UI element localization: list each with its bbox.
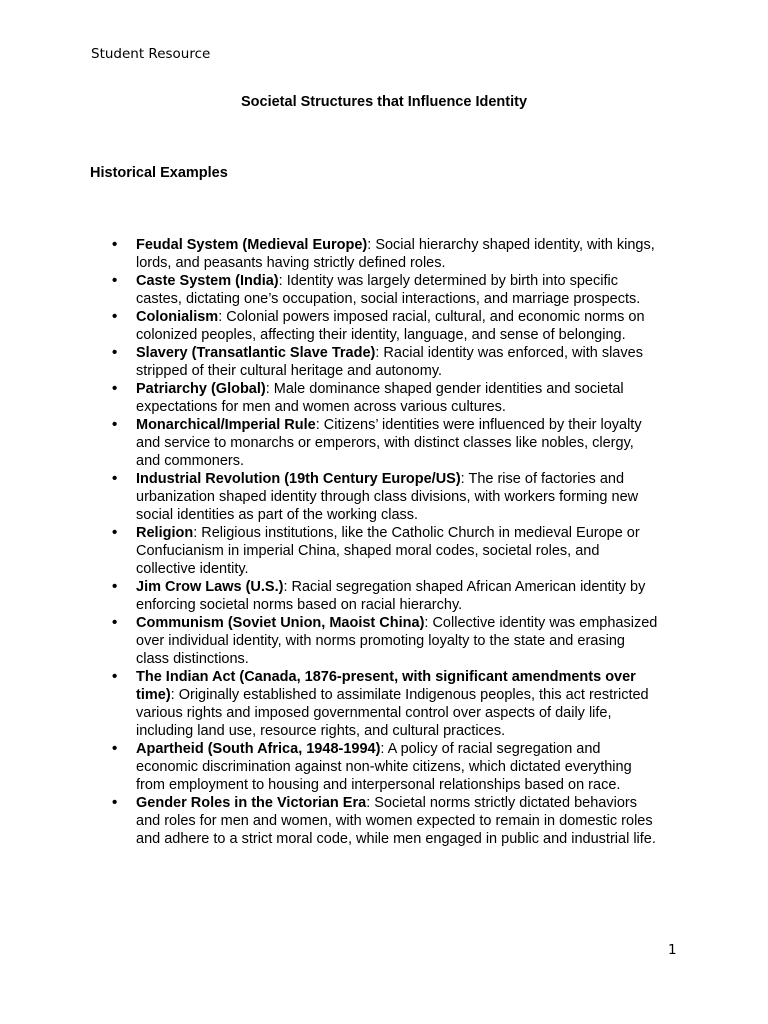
item-description: : Collective identity was emphasized — [424, 615, 658, 631]
item-description: : Societal norms strictly dictated behaviors — [366, 795, 637, 811]
bullet-icon: • — [112, 470, 118, 487]
list-item — [112, 740, 681, 794]
item-description: : Social hierarchy shaped identity, with kings, — [367, 237, 655, 253]
section-heading: Historical Examples — [90, 165, 228, 181]
document-title: Societal Structures that Influence Identity — [240, 94, 528, 110]
list-item — [112, 578, 681, 614]
item-description: collective identity. — [136, 561, 249, 577]
item-description: Confucianism in imperial China, shaped moral codes, societal roles, and — [136, 543, 600, 559]
page-number: 1 — [668, 942, 677, 958]
bullet-icon: • — [112, 578, 118, 595]
item-description: over individual identity, with norms promoting loyalty to the state and erasing — [136, 633, 625, 649]
item-term: Apartheid (South Africa, 1948-1994) — [136, 741, 381, 757]
item-term: Industrial Revolution (19th Century Europe/US) — [136, 471, 461, 487]
item-description: stripped of their cultural heritage and autonomy. — [136, 363, 443, 379]
item-term: Caste System (India) — [136, 273, 279, 289]
list-item — [112, 668, 681, 740]
item-description: : A policy of racial segregation and — [380, 741, 601, 757]
item-description: economic discrimination against non-white citizens, which dictated everything — [136, 759, 632, 775]
item-description: and service to monarchs or emperors, with distinct classes like nobles, clergy, — [136, 435, 634, 451]
list-item — [112, 380, 681, 416]
item-description: including land use, resource rights, and cultural practices. — [136, 723, 506, 739]
bullet-icon: • — [112, 524, 118, 541]
list-item — [112, 524, 681, 578]
item-description: : Originally established to assimilate Indigenous peoples, this act restricted — [170, 687, 649, 703]
list-item — [112, 236, 681, 272]
list-item — [112, 416, 681, 470]
item-description: from employment to housing and interpersonal relationships based on race. — [136, 777, 621, 793]
item-description: : Colonial powers imposed racial, cultural, and economic norms on — [218, 309, 645, 325]
item-description: expectations for men and women across various cultures. — [136, 399, 506, 415]
bullet-icon: • — [112, 416, 118, 433]
bullet-icon: • — [112, 794, 118, 811]
item-description: various rights and imposed governmental control over aspects of daily life, — [136, 705, 612, 721]
item-description: : Religious institutions, like the Catholic Church in medieval Europe or — [193, 525, 640, 541]
item-description: : The rise of factories and — [460, 471, 625, 487]
item-term: The Indian Act (Canada, 1876-present, with significant amendments over — [136, 669, 636, 685]
item-description: class distinctions. — [136, 651, 249, 667]
list-item — [112, 614, 681, 668]
item-term: Patriarchy (Global) — [136, 381, 266, 397]
bullet-icon: • — [112, 308, 118, 325]
bullet-icon: • — [112, 668, 118, 685]
list-item — [112, 470, 681, 524]
list-item — [112, 794, 681, 848]
item-description: enforcing societal norms based on racial hierarchy. — [136, 597, 463, 613]
item-description: castes, dictating one’s occupation, social interactions, and marriage prospects. — [136, 291, 641, 307]
item-description: lords, and peasants having strictly defined roles. — [136, 255, 446, 271]
list-item — [112, 344, 681, 380]
bullet-list — [0, 236, 768, 848]
item-description: : Citizens’ identities were influenced by their loyalty — [315, 417, 642, 433]
item-term: Monarchical/Imperial Rule — [136, 417, 316, 433]
item-term: Jim Crow Laws (U.S.) — [136, 579, 284, 595]
item-description: and commoners. — [136, 453, 244, 469]
item-term: Feudal System (Medieval Europe) — [136, 237, 368, 253]
item-description: : Racial segregation shaped African American identity by — [283, 579, 646, 595]
bullet-icon: • — [112, 740, 118, 757]
item-description: social identities as part of the working class. — [136, 507, 419, 523]
item-description: urbanization shaped identity through class divisions, with workers forming new — [136, 489, 639, 505]
item-term: Gender Roles in the Victorian Era — [136, 795, 367, 811]
item-description: : Racial identity was enforced, with slaves — [375, 345, 643, 361]
item-term: Slavery (Transatlantic Slave Trade) — [136, 345, 376, 361]
item-description: and roles for men and women, with women expected to remain in domestic roles — [136, 813, 653, 829]
bullet-icon: • — [112, 380, 118, 397]
bullet-icon: • — [112, 272, 118, 289]
bullet-icon: • — [112, 614, 118, 631]
page-header: Student Resource — [91, 46, 211, 62]
item-term: Communism (Soviet Union, Maoist China) — [136, 615, 425, 631]
item-description: and adhere to a strict moral code, while men engaged in public and industrial life. — [136, 831, 656, 847]
item-description: : Identity was largely determined by birth into specific — [278, 273, 618, 289]
bullet-icon: • — [112, 236, 118, 253]
item-description: : Male dominance shaped gender identities and societal — [265, 381, 624, 397]
item-term: Colonialism — [136, 309, 219, 325]
bullet-icon: • — [112, 344, 118, 361]
list-item — [112, 272, 681, 308]
item-term: Religion — [136, 525, 194, 541]
item-description: colonized peoples, affecting their identity, language, and sense of belonging. — [136, 327, 626, 343]
list-item — [112, 308, 681, 344]
item-term: time) — [136, 687, 171, 703]
